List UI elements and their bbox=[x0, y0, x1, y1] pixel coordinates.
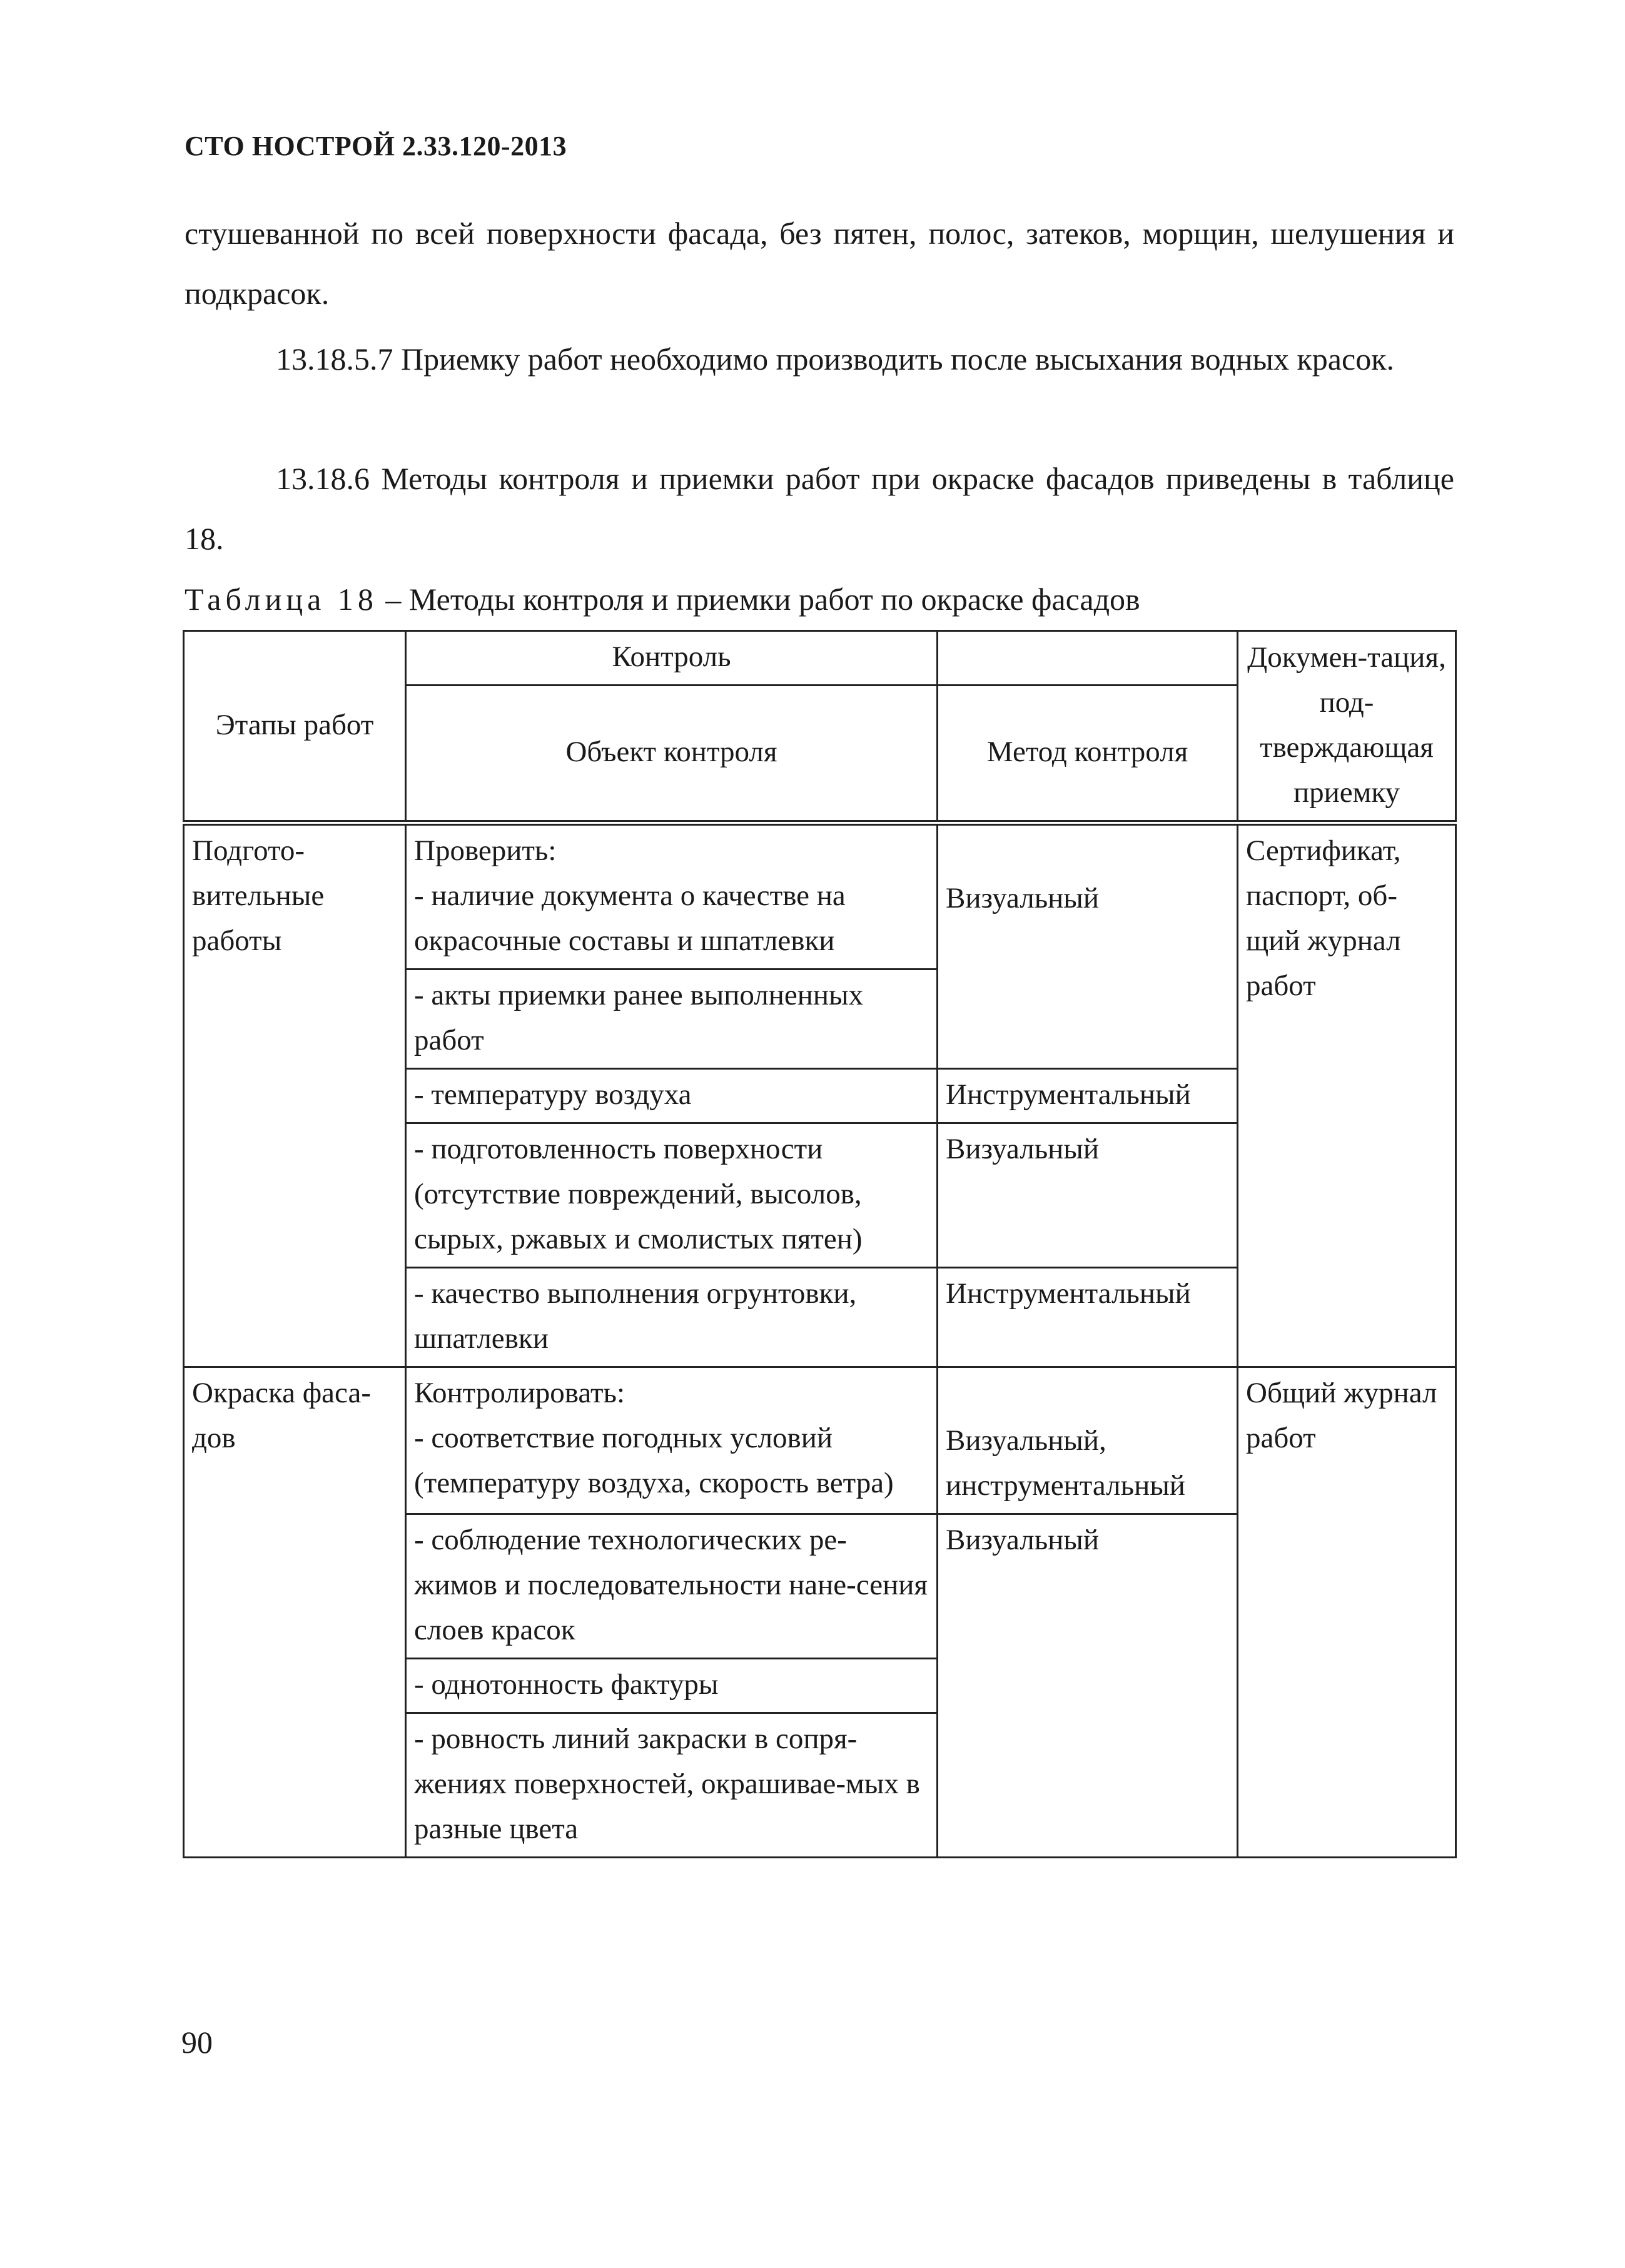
object-cell bbox=[406, 1367, 938, 1514]
table-header-row bbox=[184, 631, 1456, 686]
method-cell: Визуальный bbox=[938, 1514, 1238, 1858]
object-cell: - качество выполнения огрунтовки, шпатлевки bbox=[406, 1268, 938, 1367]
object-cell bbox=[406, 823, 938, 969]
table-row bbox=[184, 823, 1456, 969]
paragraph-continuation: стушеванной по всей поверхности фасада, без пятен, полос, затеков, морщин, шелушения и подкрасок. bbox=[185, 216, 1454, 311]
document-header: СТО НОСТРОЙ 2.33.120-2013 bbox=[185, 131, 567, 161]
object-cell: - соблюдение технологических ре-жимов и последовательности нане-сения слоев красок bbox=[406, 1514, 938, 1659]
object-text: - наличие документа о качестве на окрасочные составы и шпатлевки bbox=[414, 879, 846, 957]
method-cell: Инструментальный bbox=[938, 1069, 1238, 1123]
section-lead: Проверить: bbox=[414, 834, 557, 867]
object-cell: - акты приемки ранее выполненных работ bbox=[406, 969, 938, 1069]
control-methods-table bbox=[183, 630, 1457, 1858]
section-lead: Контролировать: bbox=[414, 1377, 625, 1409]
method-cell: Визуальный, инструментальный bbox=[938, 1367, 1238, 1514]
table-row bbox=[184, 1367, 1456, 1514]
header-object: Объект контроля bbox=[406, 686, 938, 823]
object-cell: - температуру воздуха bbox=[406, 1069, 938, 1123]
header-documentation: Докумен-тация, под-тверждающая приемку bbox=[1238, 631, 1456, 823]
object-text: - соответствие погодных условий (температуру воздуха, скорость ветра) bbox=[414, 1422, 894, 1499]
header-method: Метод контроля bbox=[938, 686, 1238, 823]
stage-cell: Подгото-вительные работы bbox=[184, 823, 406, 1367]
header-empty-cell bbox=[938, 631, 1238, 686]
method-cell: Визуальный bbox=[938, 823, 1238, 1069]
page-number: 90 bbox=[181, 2025, 213, 2060]
table-caption-label: Таблица 18 bbox=[185, 582, 378, 617]
table-caption-text: – Методы контроля и приемки работ по окраске фасадов bbox=[377, 582, 1140, 617]
method-cell: Визуальный bbox=[938, 1123, 1238, 1268]
object-cell: - ровность линий закраски в сопря-жениях поверхностей, окрашивае-мых в разные цвета bbox=[406, 1713, 938, 1858]
documentation-cell: Сертификат, паспорт, об-щий журнал работ bbox=[1238, 823, 1456, 1367]
method-cell: Инструментальный bbox=[938, 1268, 1238, 1367]
paragraph-13-18-6: 13.18.6 Методы контроля и приемки работ при окраске фасадов приведены в таблице 18. bbox=[185, 461, 1454, 556]
object-cell: - подготовленность поверхности (отсутствие повреждений, высолов, сырых, ржавых и смолистых пятен) bbox=[406, 1123, 938, 1268]
header-stages: Этапы работ bbox=[184, 631, 406, 823]
documentation-cell: Общий журнал работ bbox=[1238, 1367, 1456, 1858]
header-control: Контроль bbox=[406, 631, 938, 686]
table-caption bbox=[185, 574, 1140, 624]
stage-cell: Окраска фаса-дов bbox=[184, 1367, 406, 1858]
paragraph-13-18-5-7: 13.18.5.7 Приемку работ необходимо производить после высыхания водных красок. bbox=[276, 342, 1394, 377]
object-cell: - однотонность фактуры bbox=[406, 1659, 938, 1713]
